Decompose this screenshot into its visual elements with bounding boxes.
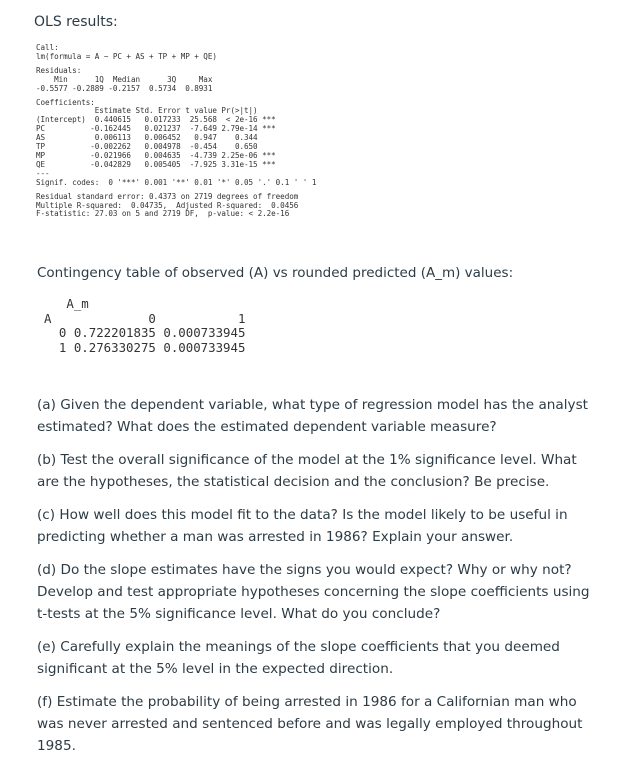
coef-row-qe: QE -0.042829 0.005405 -7.925 3.31e-15 ***	[36, 159, 276, 169]
contingency-row-0: 0 0.722201835 0.000733945	[44, 325, 246, 340]
r-squared-line: Multiple R-squared: 0.04735, Adjusted R-squared: 0.0456	[36, 200, 299, 210]
coefficients-header: Estimate Std. Error t value Pr(>|t|)	[36, 106, 258, 116]
question-f: (f) Estimate the probability of being arrested in 1986 for a Californian man who was never arrested and sentenced before and was legally employed throughout 1985.	[37, 694, 583, 754]
contingency-row-1: 1 0.276330275 0.000733945	[44, 339, 246, 355]
call-formula: lm(formula = A ~ PC + AS + TP + MP + QE)	[36, 51, 217, 61]
contingency-header-row: A 0 1	[44, 310, 246, 326]
f-statistic-line: F-statistic: 27.03 on 5 and 2719 DF, p-value: < 2.2e-16	[36, 209, 290, 219]
ols-results-heading: OLS results:	[34, 14, 118, 30]
question-a: (a) Given the dependent variable, what type of regression model has the analyst estimated? What does the estimated dependent variable measure?	[37, 397, 588, 435]
contingency-table	[44, 297, 245, 355]
r-regression-output	[36, 44, 316, 219]
coef-row-as: AS 0.006113 0.006452 0.947 0.344	[36, 133, 258, 143]
call-label: Call:	[36, 43, 59, 52]
question-d: (d) Do the slope estimates have the signs you would expect? Why or why not? Develop and test appropriate hypotheses concerning the slope coefficients using t-tests at the 5% significance level. What do you conclude?	[37, 562, 590, 622]
signif-codes: Signif. codes: 0 '***' 0.001 '**' 0.01 '*' 0.05 '.' 0.1 ' ' 1	[36, 177, 317, 187]
coefficients-label: Coefficients:	[36, 97, 95, 107]
coef-row-pc: PC -0.162445 0.021237 -7.649 2.79e-14 ***	[36, 124, 276, 134]
separator-line: ---	[36, 168, 50, 178]
contingency-table-title: Contingency table of observed (A) vs rounded predicted (A_m) values:	[37, 265, 514, 281]
coef-row-mp: MP -0.021966 0.004635 -4.739 2.25e-06 ***	[36, 150, 276, 160]
question-c: (c) How well does this model fit to the data? Is the model likely to be useful in predicting whether a man was arrested in 1986? Explain your answer.	[37, 507, 568, 545]
question-e: (e) Carefully explain the meanings of the slope coefficients that you deemed significant at the 5% level in the expected direction.	[37, 639, 560, 677]
residuals-values: -0.5577 -0.2889 -0.2157 0.5734 0.8931	[36, 83, 213, 93]
question-b: (b) Test the overall significance of the model at the 1% significance level. What are the hypotheses, the statistical decision and the conclusion? Be precise.	[37, 452, 577, 490]
coef-row-tp: TP -0.002262 0.004978 -0.454 0.650	[36, 142, 258, 152]
residual-standard-error: Residual standard error: 0.4373 on 2719 degrees of freedom	[36, 191, 299, 201]
contingency-col-variable: A_m	[44, 296, 89, 311]
question-list	[37, 394, 597, 768]
coef-row-intercept: (Intercept) 0.440615 0.017233 25.568 < 2e-16 ***	[36, 115, 276, 125]
residuals-label: Residuals:	[36, 65, 82, 75]
residuals-header: Min 1Q Median 3Q Max	[36, 74, 213, 84]
